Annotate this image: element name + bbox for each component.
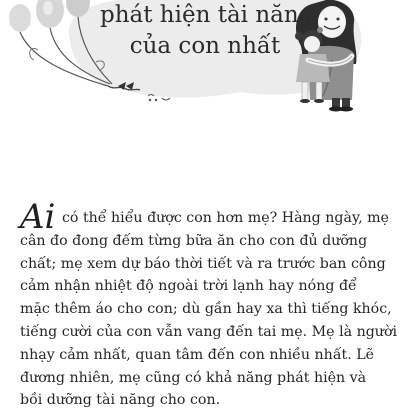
paragraph-line-1-text: có thể hiểu được con hơn mẹ? Hàng ngày, mẹ [57,210,389,226]
paragraph-line-6: tiếng cười của con vẫn vang đến tai mẹ. Mẹ là người [20,323,398,340]
paragraph-line-3: chất; mẹ xem dự báo thời tiết và ra trước ban công [20,255,386,272]
chapter-header [0,0,400,112]
paragraph-line-2: cân đo đong đếm từng bữa ăn cho con đủ dưỡng [20,232,368,249]
paragraph-line-8: đương nhiên, mẹ cũng có khả năng phát hiện và [20,369,367,386]
paragraph-line-1 [20,197,389,237]
title-line-2: của con nhất [129,33,281,59]
body-paragraph [20,197,398,412]
chapter-title [100,0,314,62]
title-line-1: phát hiện tài năng [100,2,314,28]
drop-cap: Ai [20,197,56,237]
paragraph-line-9: bồi dưỡng tài năng cho con. [20,392,221,409]
paragraph-line-4: cảm nhận nhiệt độ ngoài trời lạnh hay nóng để [20,278,357,295]
paragraph-line-5: mặc thêm áo cho con; dù gần hay xa thì tiếng khóc, [20,301,392,318]
paragraph-line-7: nhạy cảm nhất, quan tâm đến con nhiều nhất. Lẽ [20,346,375,363]
